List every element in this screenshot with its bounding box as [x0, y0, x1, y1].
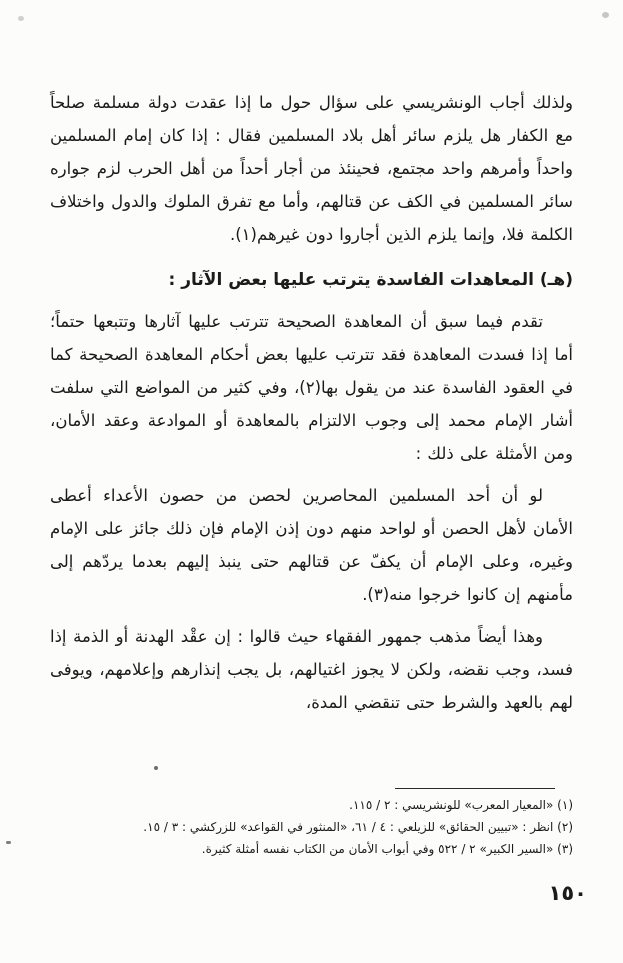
footnote: (١) «المعيار المعرب» للونشريسي : ٢ / ١١٥. [349, 798, 573, 812]
paragraph: تقدم فيما سبق أن المعاهدة الصحيحة تترتب عليها آثارها وتتبعها حتماً؛ أما إذا فسدت المعاهدة فقد تترتب عليها بعض أحكام المعاهدة الصحيحة كما في العقود الفاسدة عند من يقول بها(٢)، وفي كثير من المواضع التي سلفت أشار الإمام محمد إلى وجوب الالتزام بالمعاهدة أو الموادعة وعقد الأمان، ومن الأمثلة على ذلك : [50, 312, 573, 463]
scan-artifact-dot [6, 841, 11, 844]
scan-artifact-dot [154, 766, 158, 770]
paragraph: وهذا أيضاً مذهب جمهور الفقهاء حيث قالوا : إن عقْد الهدنة أو الذمة إذا فسد، وجب نقضه، ولكن لا يجوز اغتيالهم، بل يجب إنذارهم وإعلامهم، ويوفى لهم بالعهد والشرط حتى تنقضي المدة، [50, 627, 573, 712]
page-number: ١٥٠ [548, 881, 587, 905]
paragraph: لو أن أحد المسلمين المحاصرين لحصن من حصون الأعداء أعطى الأمان لأهل الحصن أو لواحد منهم دون إذن الإمام فإن ذلك جائز على الإمام وغيره، وعلى الإمام أن يكفّ عن قتالهم حتى ينبذ إليهم بعدما يردّهم إلى مأمنهم إن كانوا خرجوا منه(٣). [50, 486, 573, 604]
main-text [50, 86, 573, 728]
footnote: (٢) انظر : «تبيين الحقائق» للزيلعي : ٤ / ٦١، «المنثور في القواعد» للزركشي : ٣ / ١٥. [143, 820, 573, 834]
scan-artifact-smudge [602, 12, 609, 18]
paragraph-continuation: ولذلك أجاب الونشريسي على سؤال حول ما إذا عقدت دولة مسلمة صلحاً مع الكفار هل يلزم سائر أهل بلاد المسلمين فقال : إذا كان إمام المسلمين واحداً وأمرهم واحد مجتمع، فحينئذ من أجار أحداً من أهل الحرب لزم جواره سائر المسلمين في الكف عن قتالهم، وأما مع تفرق الملوك والدول واختلاف الكلمة فلا، وإنما يلزم الذين أجاروا دون غيرهم(١). [50, 93, 573, 244]
footnote: (٣) «السير الكبير» ٢ / ٥٢٢ وفي أبواب الأمان من الكتاب نفسه أمثلة كثيرة. [201, 842, 573, 856]
scan-artifact-smudge [18, 16, 24, 21]
section-heading: (هـ) المعاهدات الفاسدة يترتب عليها بعض الآثار : [168, 270, 573, 290]
footnotes-section [50, 788, 573, 862]
footnote-separator-line [395, 788, 555, 789]
